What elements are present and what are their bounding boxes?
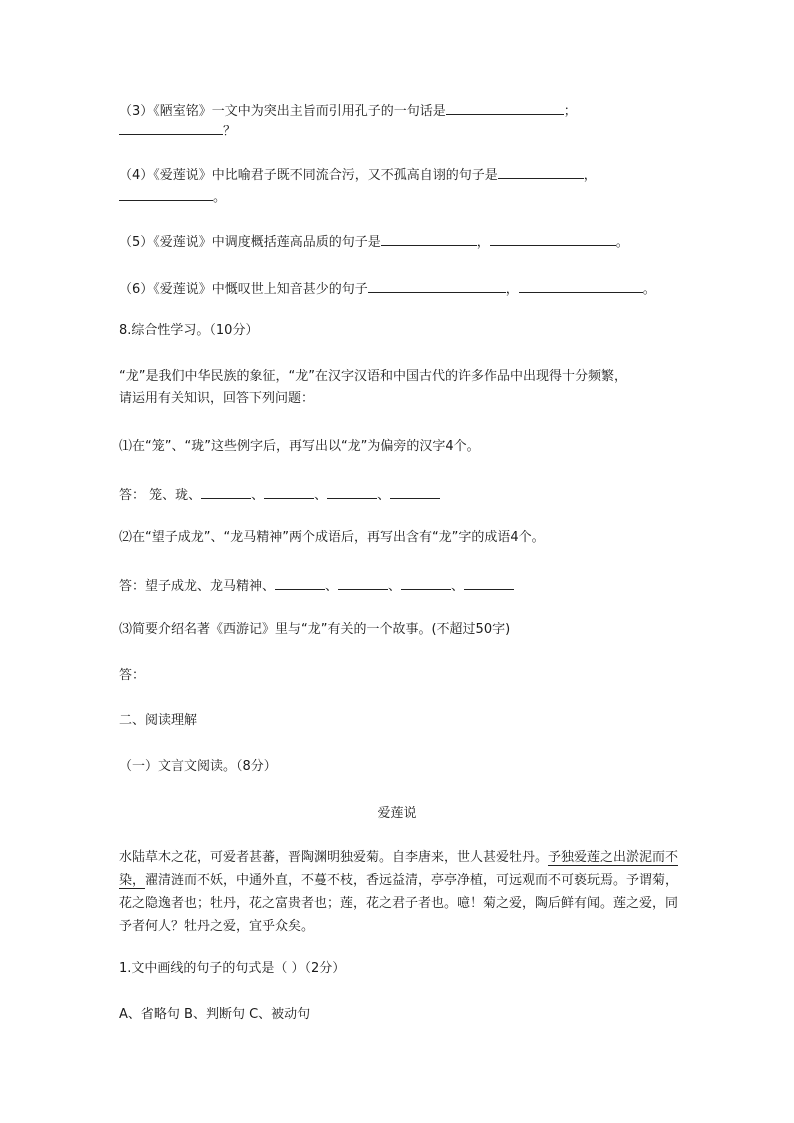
question-1: 1.文中画线的句子的句式是（ ）（2分） [119, 961, 346, 976]
end-mark: ？ [223, 124, 237, 139]
answer-blank[interactable] [275, 575, 325, 590]
answer-blank[interactable] [119, 186, 213, 201]
question-5-text: （5）《爱莲说》中调度概括莲高品质的句子是 [119, 235, 381, 250]
separator: 、 [377, 488, 391, 503]
section-8-sub2: ⑵在“望子成龙”、“龙马精神”两个成语后，再写出含有“龙”字的成语4个。 [119, 530, 545, 545]
question-4-line2 [119, 186, 226, 207]
section-8-sub1: ⑴在“笼”、“珑”这些例字后，再写出以“龙”为偏旁的汉字4个。 [119, 439, 480, 454]
question-6 [119, 278, 656, 299]
answer-blank[interactable] [464, 575, 514, 590]
answer-blank[interactable] [390, 484, 440, 499]
end-mark: 。 [615, 235, 629, 250]
answer-blank[interactable] [327, 484, 377, 499]
question-4-text: （4）《爱莲说》中比喻君子既不同流合污，又不孤高自诩的句子是 [119, 168, 498, 183]
question-5 [119, 231, 629, 252]
section-8-answer2 [119, 575, 514, 596]
question-3-line2 [119, 120, 236, 141]
separator: 、 [314, 488, 328, 503]
part-2-subtitle: （一）文言文阅读。（8分） [119, 759, 277, 774]
answer-blank[interactable] [446, 100, 564, 115]
section-8-title: 8.综合性学习。（10分） [119, 323, 259, 338]
question-1-options: A、省略句 B、判断句 C、被动句 [119, 1007, 311, 1022]
answer-blank[interactable] [381, 231, 477, 246]
passage-text-before: 水陆草木之花，可爱者甚蕃，晋陶渊明独爱菊。自李唐来，世人甚爱牡丹。 [119, 850, 549, 865]
section-8-answer3: 答： [119, 668, 146, 683]
passage-body [119, 846, 679, 938]
separator: ， [583, 168, 597, 183]
section-8-answer1 [119, 484, 440, 505]
end-mark: 。 [642, 282, 656, 297]
underlined-sentence: 予独爱莲之出淤泥而不染， [119, 850, 679, 888]
end-mark: 。 [213, 190, 227, 205]
passage-title: 爱莲说 [377, 806, 417, 821]
separator: 、 [451, 579, 465, 594]
answer-blank[interactable] [368, 278, 506, 293]
answer-blank[interactable] [201, 484, 251, 499]
section-8-intro-line2: 请运用有关知识，回答下列问题： [119, 391, 315, 406]
answer-blank[interactable] [519, 278, 643, 293]
separator: 、 [251, 488, 265, 503]
question-3 [119, 100, 577, 121]
passage-text-after: 濯清涟而不妖，中通外直，不蔓不枝，香远益清，亭亭净植，可远观而不可亵玩焉。予谓菊，花之隐逸者也；牡丹，花之富贵者也；莲，花之君子者也。噫！菊之爱，陶后鲜有闻。莲之爱，同予者何人？牡丹之爱，宜乎众矣。 [119, 873, 679, 934]
answer-blank[interactable] [338, 575, 388, 590]
answer2-prefix: 答：望子成龙、龙马精神、 [119, 579, 276, 594]
question-3-text: （3）《陋室铭》一文中为突出主旨而引用孔子的一句话是 [119, 104, 446, 119]
section-8-sub3: ⑶简要介绍名著《西游记》里与“龙”有关的一个故事。(不超过50字) [119, 622, 511, 637]
question-6-text: （6）《爱莲说》中慨叹世上知音甚少的句子 [119, 282, 368, 297]
answer-blank[interactable] [498, 164, 584, 179]
separator: ； [563, 104, 577, 119]
separator: ， [505, 282, 519, 297]
answer1-prefix: 答： 笼、珑、 [119, 488, 202, 503]
answer-blank[interactable] [264, 484, 314, 499]
separator: 、 [388, 579, 402, 594]
separator: 、 [325, 579, 339, 594]
question-4 [119, 164, 597, 185]
section-8-intro-line1: “龙”是我们中华民族的象征，“龙”在汉字汉语和中国古代的许多作品中出现得十分频繁， [119, 369, 627, 384]
answer-blank[interactable] [119, 120, 223, 135]
answer-blank[interactable] [401, 575, 451, 590]
part-2-title: 二、阅读理解 [119, 713, 198, 728]
separator: ， [476, 235, 490, 250]
answer-blank[interactable] [490, 231, 616, 246]
